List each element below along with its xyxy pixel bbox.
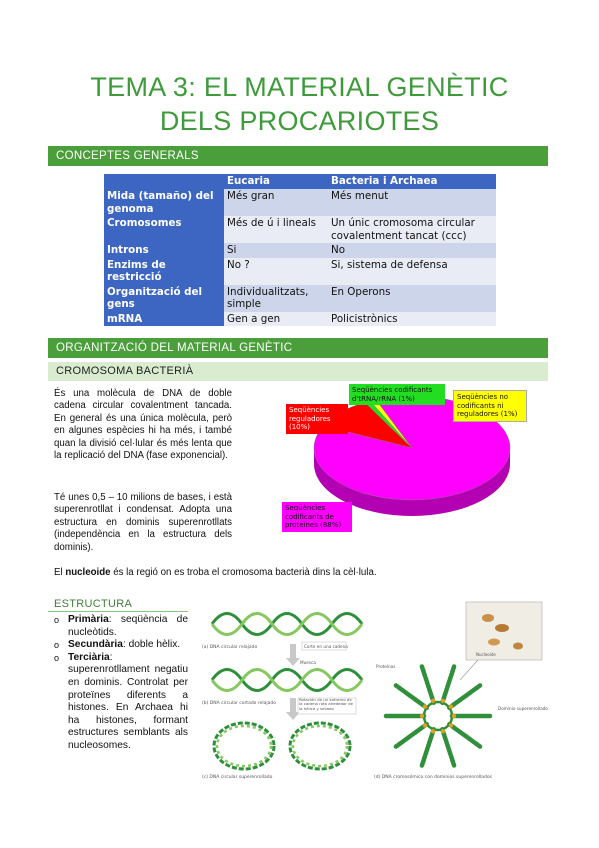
rosette-domain-loop — [449, 724, 480, 746]
table-cell: No ? — [224, 258, 328, 285]
dna-supercoil-loop-1-inner — [217, 726, 271, 766]
fig-nick-label: Muesca — [300, 660, 316, 665]
rosette-protein — [431, 699, 435, 703]
pie-label-trna-rrna: Seqüències codificants d'tRNA/rRNA (1%) — [349, 384, 445, 405]
genome-composition-pie-chart — [262, 382, 522, 548]
micrograph-cell-4 — [513, 643, 523, 650]
row-header: Introns — [104, 243, 224, 258]
nucleoid-term: nucleoide — [65, 567, 111, 578]
table-cell: Si, sistema de defensa — [328, 258, 496, 285]
structure-text: : seqüència de nucleòtids. — [68, 614, 188, 638]
row-header: Cromosomes — [104, 216, 224, 243]
fig-label-c: (c) DNA circular superenrollado — [202, 775, 273, 780]
table-header-cell: Eucaria — [224, 174, 328, 189]
table-row — [104, 312, 496, 327]
dna-supercoil-loop-1 — [214, 723, 274, 769]
structure-term: Terciària — [68, 651, 110, 663]
rosette-protein — [441, 699, 445, 703]
structure-text: : doble hèlix. — [122, 639, 181, 651]
nucleoid-sentence — [54, 567, 548, 579]
rosette-protein — [423, 723, 427, 727]
rosette-protein — [431, 729, 435, 733]
rosette-domain-loop — [422, 729, 434, 765]
rosette-domain-loop — [442, 667, 454, 703]
chromosome-paragraph-1: És una molècula de DNA de doble cadena circular covalentment tancada. En general és una única molècula, però en algunes espècies hi ha més, i també quan la divisió cel·lular és més lenta que la replicació del DNA (fase exponencial). — [54, 388, 232, 462]
fig-nucleoid-label: Nucleoide — [476, 652, 496, 657]
row-header: mRNA — [104, 312, 224, 327]
list-item — [54, 652, 188, 753]
pie-label-regulatory: Seqüències reguladores (10%) — [286, 404, 348, 434]
table-row — [104, 258, 496, 285]
rosette-protein — [423, 704, 427, 708]
table-header-cell — [104, 174, 224, 189]
fig-label-b: (b) DNA circular cortado relajado — [202, 701, 277, 706]
rosette-protein — [449, 723, 453, 727]
rosette-protein — [420, 714, 424, 718]
structure-term: Primària — [68, 614, 109, 625]
nucleoid-pre: El — [54, 567, 66, 578]
micrograph-cell-1 — [482, 614, 494, 622]
table-cell: Gen a gen — [224, 312, 328, 327]
fig-domain-label: Dominio superenrollado — [498, 706, 548, 711]
rosette-domain-loop — [422, 667, 434, 703]
rosette-domain-loop — [396, 724, 427, 746]
title-line-1: TEMA 3: EL MATERIAL GENÈTIC — [90, 72, 509, 102]
list-item — [54, 614, 188, 639]
dna-supercoil-loop-2 — [290, 723, 350, 769]
table-cell: Més de ú i lineals — [224, 216, 328, 243]
row-header: Mida (tamaño) del genoma — [104, 189, 224, 216]
table-cell: Un únic cromosoma circular covalentment tancat (ccc) — [328, 216, 496, 243]
fig-arrow-down-1 — [286, 644, 300, 666]
table-row — [104, 189, 496, 216]
bullet-icon: o — [54, 652, 60, 663]
section-header-organization: ORGANITZACIÓ DEL MATERIAL GENÈTIC — [48, 338, 548, 358]
fig-rotation-label: Rotación de un extremo de la cadena rota alrededor de la hélice y sellado — [299, 698, 354, 711]
bullet-icon: o — [54, 640, 60, 651]
fig-label-d: (d) DNA cromosómico con dominios superenrollados — [374, 775, 492, 780]
subsection-header-structure: ESTRUCTURA — [48, 596, 188, 612]
row-header: Organització del gens — [104, 285, 224, 312]
section-header-concepts: CONCEPTES GENERALS — [48, 146, 548, 166]
comparison-table — [104, 174, 496, 326]
rosette-domain-loop — [396, 685, 427, 707]
bullet-icon: o — [54, 615, 60, 625]
table-cell: Més menut — [328, 189, 496, 216]
table-cell: Si — [224, 243, 328, 258]
dna-figure-svg — [198, 598, 548, 784]
structure-list — [54, 614, 188, 753]
micrograph-cell-3 — [488, 639, 500, 646]
table-cell: Més gran — [224, 189, 328, 216]
chromosome-paragraph-2: Té unes 0,5 – 10 milions de bases, i està superenrotllat i condensat. Adopta una estructura en dominis superenrotllats (independència en la estructura dels dominis). — [54, 492, 232, 553]
rosette-protein — [449, 704, 453, 708]
row-header: Enzims de restricció — [104, 258, 224, 285]
rosette-protein — [452, 714, 456, 718]
table-header-cell: Bacteria i Archaea — [328, 174, 496, 189]
table-row — [104, 243, 496, 258]
chromosome-domains-rosette — [386, 667, 490, 766]
table-cell: No — [328, 243, 496, 258]
table-header-row — [104, 174, 496, 189]
rosette-protein — [441, 729, 445, 733]
rosette-domain-loop — [449, 685, 480, 707]
fig-label-a: (a) DNA circular relajado — [202, 645, 258, 650]
structure-term: Secundària — [68, 639, 123, 651]
list-item — [54, 639, 188, 652]
table-cell: Individualitzats, simple — [224, 285, 328, 312]
page-title — [0, 70, 599, 138]
fig-rotation-fo — [299, 698, 355, 714]
dna-supercoiling-figure — [198, 598, 548, 784]
micrograph-cell-2 — [495, 624, 509, 632]
table-row — [104, 216, 496, 243]
structure-text: : superenrotllament negatiu en dominis. Controlat per proteïnes diferents a histones. En Archaea hi ha histones, formant estructures semblants als nucleosomes. — [68, 651, 188, 751]
fig-proteins-label: Proteínas — [376, 664, 396, 669]
table-row — [104, 285, 496, 312]
dna-supercoil-loop-2-inner — [293, 726, 347, 766]
pie-label-non-coding: Seqüències no codificants ni reguladores (1%) — [453, 390, 527, 422]
rosette-domain-loop — [442, 729, 454, 765]
title-line-2: DELS PROCARIOTES — [159, 106, 440, 136]
nucleoid-post: és la regió on es troba el cromosoma bacterià dins la cèl·lula. — [110, 567, 377, 578]
pie-label-protein-coding: Seqüències codificants de proteïnes (88%) — [282, 502, 352, 532]
fig-cut-label: Corte en una cadena — [304, 644, 348, 649]
micrograph-pointer-line — [460, 660, 478, 680]
table-cell: Policistrònics — [328, 312, 496, 327]
table-cell: En Operons — [328, 285, 496, 312]
subsection-header-chromosome: CROMOSOMA BACTERIÀ — [48, 362, 548, 381]
